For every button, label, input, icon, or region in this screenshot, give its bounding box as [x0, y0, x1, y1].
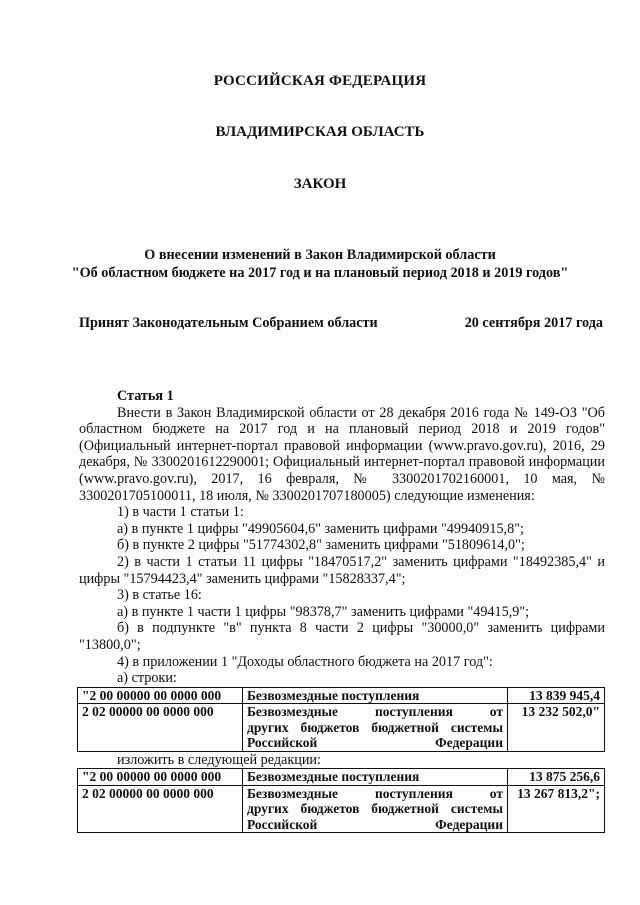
new-rows-table	[77, 768, 605, 833]
region-heading: ВЛАДИМИРСКАЯ ОБЛАСТЬ	[215, 124, 425, 140]
amendment-item: 4) в приложении 1 "Доходы областного бюджета на 2017 год":	[117, 653, 493, 670]
amendment-item: 1) в части 1 статьи 1:	[117, 504, 244, 521]
table-row	[78, 785, 605, 833]
amendment-item: а) строки:	[117, 670, 177, 687]
table-row	[78, 769, 605, 786]
budget-code-cell: "2 00 00000 00 0000 000	[78, 769, 243, 786]
amendment-item: 2) в части 1 статьи 11 цифры "18470517,2" заменить цифрами "18492385,4" и цифры "15794423,4" заменить цифрами "15828337,4";	[79, 553, 605, 587]
budget-name-rest: других бюджетов бюджетной системы Российской Федерации	[247, 719, 503, 751]
article-body	[79, 388, 605, 833]
budget-name-cell: Безвозмездные поступления	[243, 687, 508, 704]
budget-code-cell: "2 00 00000 00 0000 000	[78, 687, 243, 704]
budget-value-cell: 13 267 813,2";	[508, 785, 605, 833]
country-heading: РОССИЙСКАЯ ФЕДЕРАЦИЯ	[213, 73, 427, 89]
article-heading: Статья 1	[117, 388, 174, 404]
law-title	[0, 246, 640, 282]
restate-phrase: изложить в следующей редакции:	[117, 751, 321, 768]
amendment-item: а) в пункте 1 цифры "49905604,6" заменить цифрами "49940915,8";	[117, 520, 524, 537]
amendment-item: б) в подпункте "в" пункта 8 части 2 цифры "30000,0" заменить цифрами "13800,0";	[79, 620, 605, 653]
doc-type-heading: ЗАКОН	[293, 176, 347, 192]
budget-value-cell: 13 232 502,0"	[508, 704, 605, 752]
budget-name-rest: других бюджетов бюджетной системы Российской Федерации	[247, 801, 503, 832]
adoption-line	[79, 315, 603, 332]
budget-value-cell: 13 839 945,4	[508, 687, 605, 704]
budget-code-cell: 2 02 00000 00 0000 000	[78, 704, 243, 752]
adoption-date: 20 сентября 2017 года	[464, 315, 603, 331]
budget-name-line: Безвозмездные поступления от	[247, 785, 503, 801]
budget-name-cell	[243, 785, 508, 833]
budget-name-line: Безвозмездные поступления от	[247, 704, 503, 720]
law-title-line1: О внесении изменений в Закон Владимирской области	[144, 247, 496, 263]
amendment-item: а) в пункте 1 части 1 цифры "98378,7" заменить цифрами "49415,9";	[117, 603, 530, 620]
budget-code-cell: 2 02 00000 00 0000 000	[78, 785, 243, 833]
budget-name-cell	[243, 704, 508, 752]
amendment-item: 3) в статье 16:	[117, 587, 202, 604]
table-row	[78, 687, 605, 704]
budget-value-cell: 13 875 256,6	[508, 769, 605, 786]
table-row	[78, 704, 605, 752]
amendment-item: б) в пункте 2 цифры "51774302,8" заменить цифрами "51809614,0";	[117, 537, 525, 554]
article-intro: Внести в Закон Владимирской области от 28 декабря 2016 года № 149-ОЗ "Об областном бюджете на 2017 год и на плановый период 2018 и 2019 годов" (Официальный интернет-портал правовой информации (www.pravo.gov.ru), 2016, 29 декабря, № 3300201612290001; Официальный интернет-портал правовой информации (www.pravo.gov.ru), 2017, 16 февраля, № 3300201702160001, 10 мая, № 3300201705100011, 18 июля, № 3300201707180005) следующие изменения:	[79, 404, 605, 504]
law-title-line2: "Об областном бюджете на 2017 год и на плановый период 2018 и 2019 годов"	[71, 265, 569, 281]
adoption-label: Принят Законодательным Собранием области	[79, 315, 378, 331]
budget-name-cell: Безвозмездные поступления	[243, 769, 508, 786]
old-rows-table	[77, 687, 605, 752]
